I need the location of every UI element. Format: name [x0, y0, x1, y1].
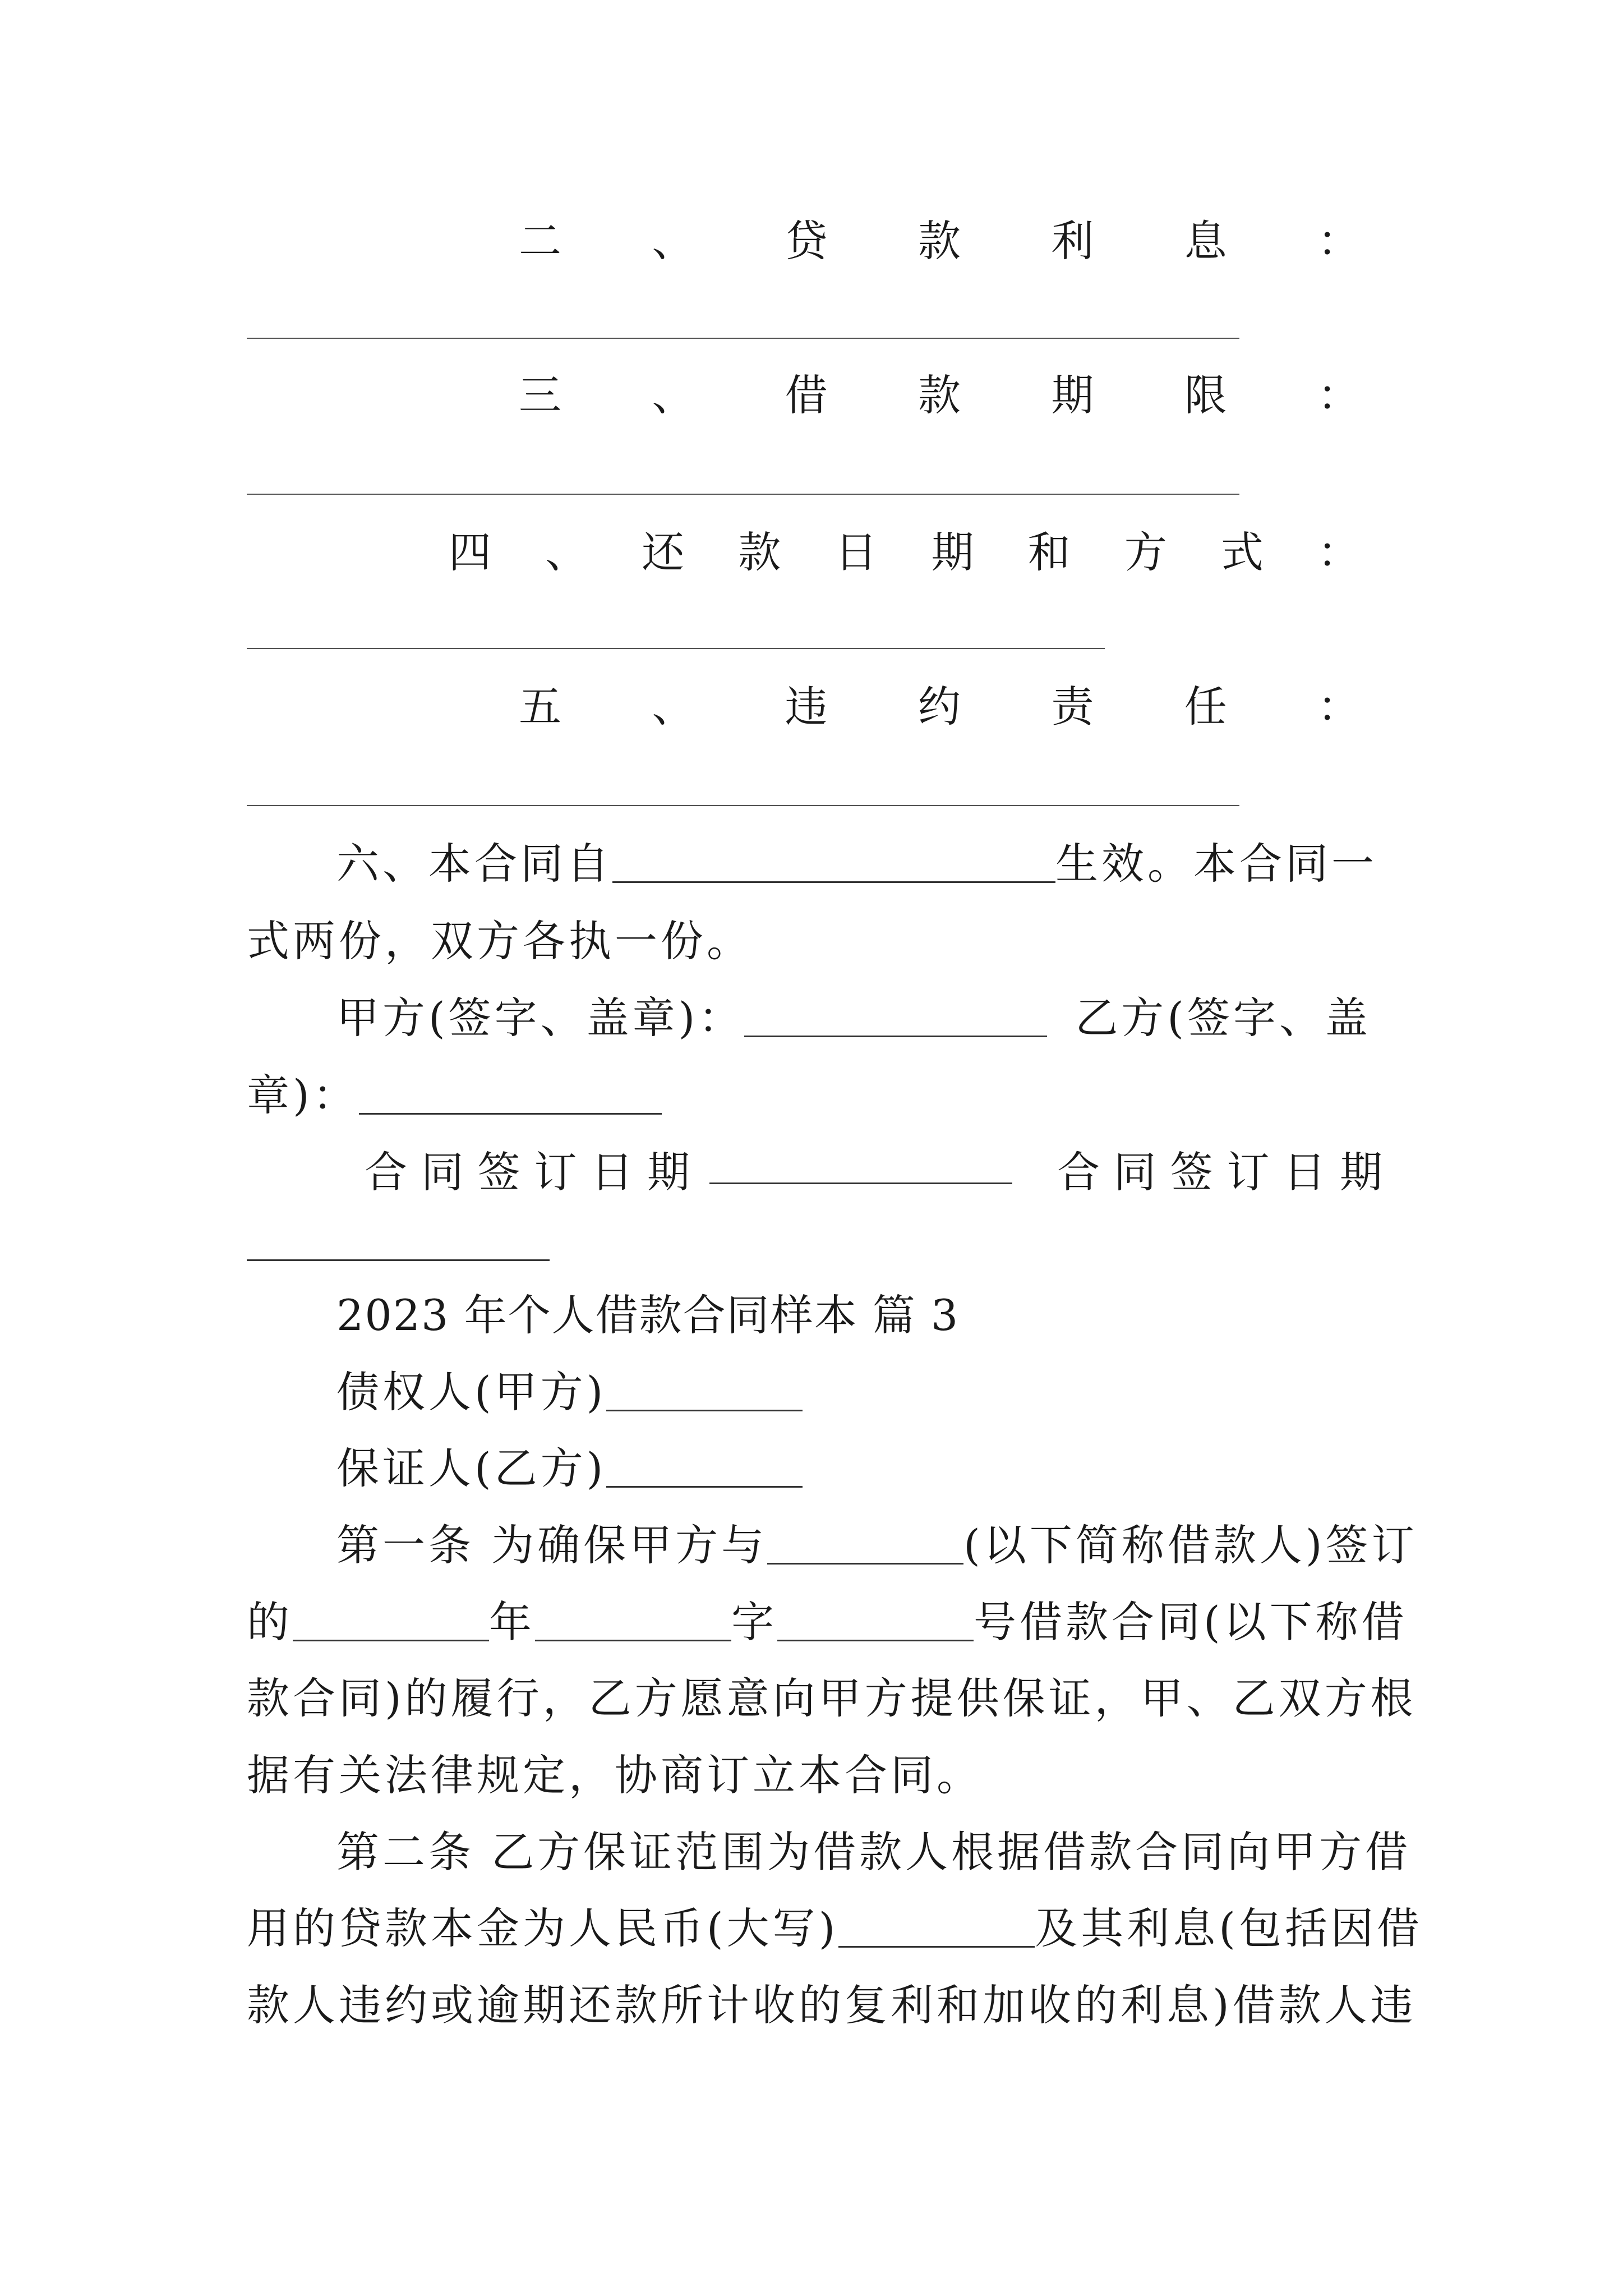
fill-in-line-repayment [247, 648, 1105, 649]
clause-six-line1: 六、本合同自 生效。本合同一 [336, 839, 1377, 889]
blank-borrower [767, 1524, 963, 1565]
article2-line2: 用的贷款本金为人民币(大写) 及其利息(包括因借 [247, 1903, 1423, 1953]
clause-six-line2: 式两份，双方各执一份。 [247, 916, 753, 966]
heading-loan-interest: 二 、 贷 款 利 息 ： [519, 216, 1360, 266]
article2-line1: 第二条 乙方保证范围为借款人根据借款合同向甲方借 [336, 1827, 1412, 1877]
blank-creditor [606, 1370, 803, 1411]
blank-guarantor [606, 1447, 803, 1488]
fill-in-line-liability [247, 805, 1239, 806]
fill-in-line-term [247, 494, 1239, 495]
blank-sign-date-a [709, 1182, 1012, 1184]
blank-effective-date [612, 842, 1055, 883]
creditor-line: 债权人(甲方) [336, 1364, 1481, 1420]
blank-party-a-signature [744, 996, 1047, 1037]
article1-line4: 据有关法律规定，协商订立本合同。 [247, 1750, 983, 1800]
heading-loan-term: 三 、 借 款 期 限 ： [519, 370, 1360, 420]
blank-word [535, 1600, 731, 1641]
sign-date-a: 合 同 签 订 日 期 [365, 1147, 690, 1197]
article1-line3: 款合同)的履行，乙方愿意向甲方提供保证，甲、乙双方根 [247, 1673, 1417, 1723]
heading-repayment: 四 、 还 款 日 期 和 方 式 ： [449, 527, 1360, 577]
blank-sign-date-b [247, 1259, 550, 1261]
guarantor-line: 保证人(乙方) [336, 1441, 1481, 1497]
blank-year [293, 1600, 489, 1641]
heading-default-liability: 五 、 违 约 责 任 ： [519, 682, 1360, 731]
signature-line2: 章)： [247, 1068, 1391, 1124]
blank-principal-amount [838, 1907, 1035, 1948]
signature-line: 甲方(签字、盖章)： 乙方(签字、盖 [336, 993, 1371, 1043]
article2-line3: 款人违约或逾期还款所计收的复利和加收的利息)借款人违 [247, 1980, 1417, 2030]
blank-party-b-signature [359, 1074, 662, 1115]
article1-line1: 第一条 为确保甲方与 (以下简称借款人)签订 [336, 1520, 1418, 1570]
sign-date-b: 合 同 签 订 日 期 [1057, 1147, 1382, 1197]
blank-number [777, 1600, 974, 1641]
fill-in-line-interest [247, 338, 1239, 339]
article1-line2: 的 年 字 号借款合同(以下称借 [247, 1597, 1408, 1647]
sample3-title: 2023 年个人借款合同样本 篇 3 [336, 1290, 960, 1340]
